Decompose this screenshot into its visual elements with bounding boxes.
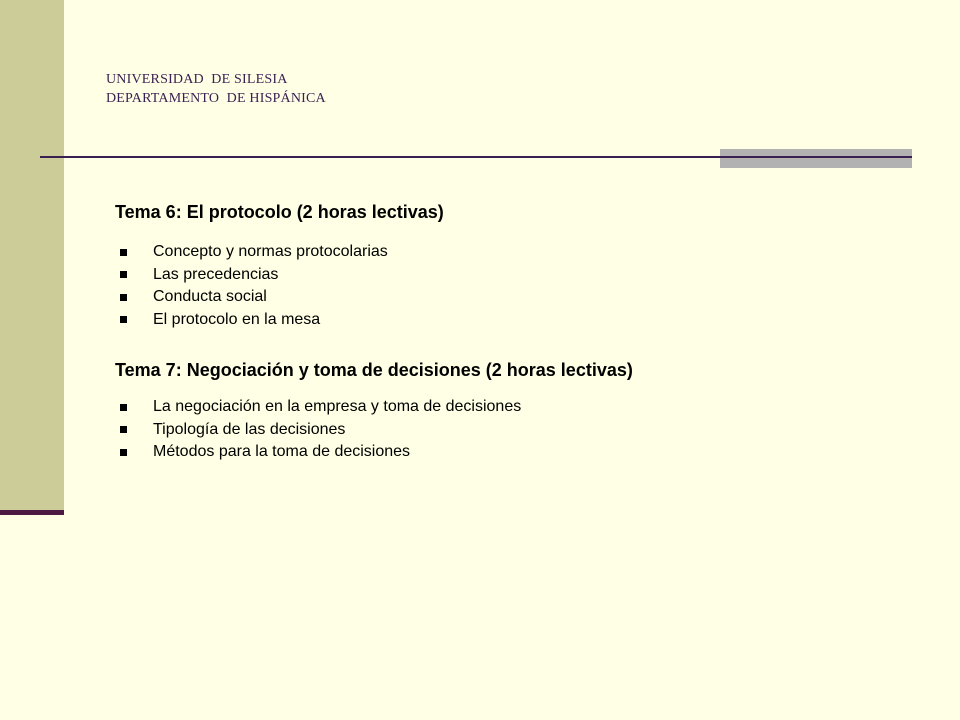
square-bullet-icon	[120, 404, 127, 411]
list-item	[118, 441, 521, 464]
square-bullet-icon	[120, 294, 127, 301]
list-item	[118, 264, 388, 287]
square-bullet-icon	[120, 271, 127, 278]
square-bullet-icon	[120, 449, 127, 456]
topic-7-list	[118, 396, 521, 464]
square-bullet-icon	[120, 249, 127, 256]
list-item-text: Métodos para la toma de decisiones	[153, 443, 411, 461]
square-bullet-icon	[120, 316, 127, 323]
header-divider	[40, 156, 912, 158]
list-item-text: Concepto y normas protocolarias	[153, 243, 388, 261]
decorative-side-bar	[0, 0, 64, 512]
university-name: UNIVERSIDAD DE SILESIA	[106, 72, 288, 87]
square-bullet-icon	[120, 426, 127, 433]
topic-6-title: Tema 6: El protocolo (2 horas lectivas)	[115, 202, 444, 222]
side-bar-accent	[0, 510, 64, 515]
topic-7-title: Tema 7: Negociación y toma de decisiones (2 horas lectivas)	[115, 360, 633, 380]
list-item	[118, 241, 388, 264]
list-item-text: La negociación en la empresa y toma de decisiones	[153, 398, 522, 416]
list-item-text: Las precedencias	[153, 265, 279, 283]
list-item	[118, 286, 388, 309]
list-item	[118, 396, 521, 419]
header-rule-accent	[720, 149, 912, 168]
list-item-text: Conducta social	[153, 288, 267, 306]
topic-6-list	[118, 241, 388, 331]
list-item-text: Tipología de las decisiones	[153, 420, 346, 438]
institution-header	[106, 70, 326, 108]
list-item	[118, 309, 388, 332]
list-item-text: El protocolo en la mesa	[153, 310, 321, 328]
list-item	[118, 419, 521, 442]
department-name: DEPARTAMENTO DE HISPÁNICA	[106, 91, 326, 106]
